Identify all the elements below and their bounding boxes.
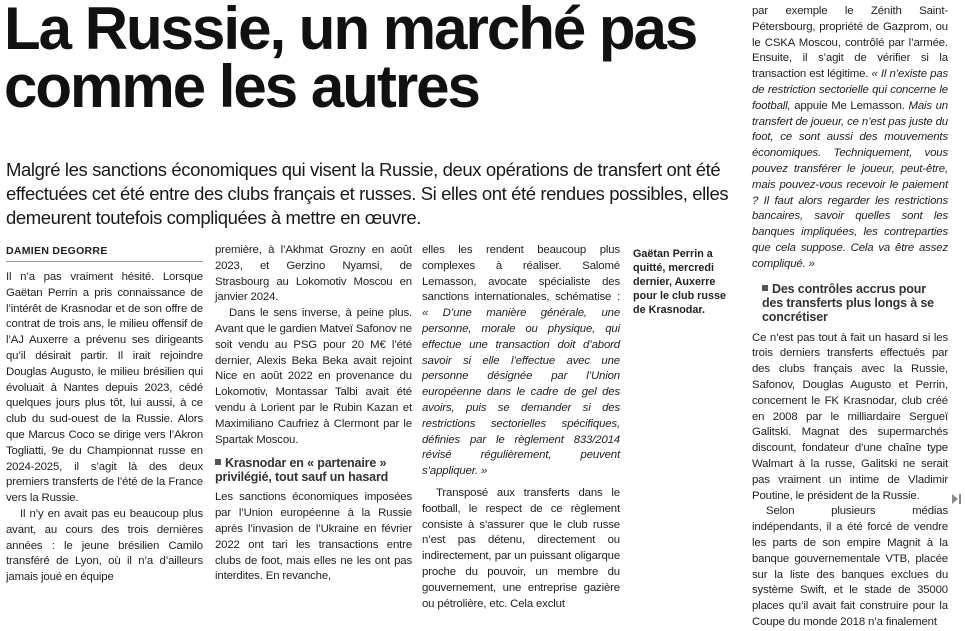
paragraph: Selon plusieurs médias indépendants, il a été forcé de vendre les parts de son empire Magnit à la banque gouvernementale VTB, placée sur la liste des banques exclues du système Swift, et le stade de 35000 places qu’il avait fait construire pour la Coupe du monde 2018 n’a finalement	[752, 505, 948, 628]
paragraph: Dans le sens inverse, à peine plus. Avant que le gardien Matveï Safonov ne soit vendu au PSG pour 20 M€ l’été dernier, Alexis Beka Beka avait rejoint Nice en août 2022 en provenance du Lokomotiv, Montassar Talbi avait été vendu à Lorient par le Rubin Kazan et Maximiliano Caufriez à Clermont par le Spartak Moscou.	[215, 307, 412, 446]
standfirst: Malgré les sanctions économiques qui visent la Russie, deux opérations de transfert ont été effectuées cet été entre des clubs français et russes. Si elles ont été rendues possibles, elles demeurent toutefois compliquées à mettre en œuvre.	[6, 159, 729, 228]
quote: Mais un transfert de joueur, ce n’est pas juste du foot, ce sont aussi des mouvements économiques. Techniquement, vous pouvez transférer le joueur, peut-être, mais pouvez-vous recevoir le paiement ? Il faut alors regarder les restrictions bancaires, savoir quelles sont les banques impliquées, les contreparties que cela suppose. Cela va être assez compliqué. »	[752, 99, 948, 270]
column-4	[752, 4, 948, 631]
next-page-arrow-icon[interactable]	[952, 494, 958, 504]
subheading: Krasnodar en « partenaire » privilégié, tout sauf un hasard	[215, 456, 389, 485]
paragraph: Transposé aux transferts dans le football, le respect de ce règlement consiste à s’assurer que le club russe n’est pas détenu, directement ou indirectement, par un puissant oligarque proche du pouvoir, un membre du gouvernement, une entreprise gazière ou pétrolière, etc. Cela exclut	[422, 486, 620, 610]
paragraph: par exemple le Zénith Saint-Pétersbourg, propriété de Gazprom, ou le CSKA Moscou, contrôlé par l’armée. Ensuite, il s’agit de vérifier si la transaction est légitime. « Il n’existe pas de restriction sectorielle qui concerne le football, appuie Me Lemasson. Mais un transfert de joueur, ce n’est pas juste du foot, ce sont aussi des mouvements économiques. Techniquement, vous pouvez transférer le joueur, peut-être, mais pouvez-vous recevoir le paiement ? Il faut alors regarder les restrictions bancaires, savoir quelles sont les banques impliquées, les contreparties que cela suppose. Cela va être assez compliqué. »	[752, 5, 948, 270]
quote: « Il n’existe pas de restriction sectorielle qui concerne le football,	[752, 68, 948, 112]
photo-caption: Gaëtan Perrin a quitté, mercredi dernier, Auxerre pour le club russe de Krasnodar.	[633, 248, 726, 316]
quote: « D’une manière générale, une personne, morale ou physique, qui effectue une transaction doit d’abord savoir si elle l’effectue avec une personne désignée par l’Union européenne dans le cadre de gel des avoirs, puis se demander si des restrictions sectorielles spécifiques, définies par le règlement 833/2014 révisé régulièrement, peuvent s’appliquer. »	[422, 307, 620, 478]
paragraph: Ce n’est pas tout à fait un hasard si les trois derniers transferts effectués par des clubs français avec la Russie, Safonov, Douglas Augusto et Perrin, concernent le FK Krasnodar, club créé en 2008 par le milliardaire Sergueï Galitski. Magnat des supermarchés discount, fondateur d’une chaîne type Walmart à la russe, Galitski ne serait pas vraiment un intime de Vladimir Poutine, le président de la Russie.	[752, 331, 948, 502]
paragraph: elles les rendent beaucoup plus complexes à réaliser. Salomé Lemasson, avocate spécialiste des sanctions internationales, schématise : « D’une manière générale, une personne, morale ou physique, qui effectue une transaction doit d’abord savoir si elle l’effectue avec une personne désignée par l’Union européenne dans le cadre de gel des avoirs, puis se demander si des restrictions sectorielles spécifiques, définies par le règlement 833/2014 révisé régulièrement, peuvent s’appliquer. »	[422, 244, 620, 478]
paragraph: Les sanctions économiques imposées par l’Union européenne à la Russie après l’invasion de l’Ukraine en février 2022 ont tari les transactions entre clubs de foot, mais elles ne les ont pas interdites. En revanche,	[215, 491, 412, 583]
square-bullet-icon	[762, 285, 768, 291]
byline: DAMIEN DEGORRE	[6, 245, 203, 262]
column-3	[422, 243, 620, 612]
paragraph: première, à l’Akhmat Grozny en août 2023, et Gerzino Nyamsi, de Strasbourg au Lokomotiv Moscou en janvier 2024.	[215, 244, 412, 304]
column-1	[6, 270, 203, 586]
paragraph: Il n’y en avait pas eu beaucoup plus avant, au cours des trois dernières années : le jeune brésilien Camilo transféré de Lyon, où il n’a d’ailleurs jamais joué en équipe	[6, 507, 203, 584]
next-page-bar-icon	[959, 494, 961, 504]
headline: La Russie, un marché pas comme les autres	[4, 0, 697, 120]
paragraph: Il n’a pas vraiment hésité. Lorsque Gaëtan Perrin a pris connaissance de l’intérêt de Krasnodar et de son offre de contrat de trois ans, le milieu offensif de l’AJ Auxerre a prévenu ses dirigeants qu’il désirait partir. Il irait rejoindre Douglas Augusto, le milieu brésilien qui évoluait à Nantes depuis 2023, cédé quelques jours plus tôt, lui aussi, à ce club du sud-ouest de la Russie. Alors que Marcus Coco se dirige vers l’Akron Togliatti, 9e du Championnat russe en 2024-2025, il s’agit là des deux premiers transferts de l’été de la France vers la Russie.	[6, 271, 203, 505]
column-2	[215, 243, 412, 585]
subheading: Des contrôles accrus pour des transferts plus longs à se concrétiser	[762, 281, 934, 324]
square-bullet-icon	[215, 459, 221, 465]
